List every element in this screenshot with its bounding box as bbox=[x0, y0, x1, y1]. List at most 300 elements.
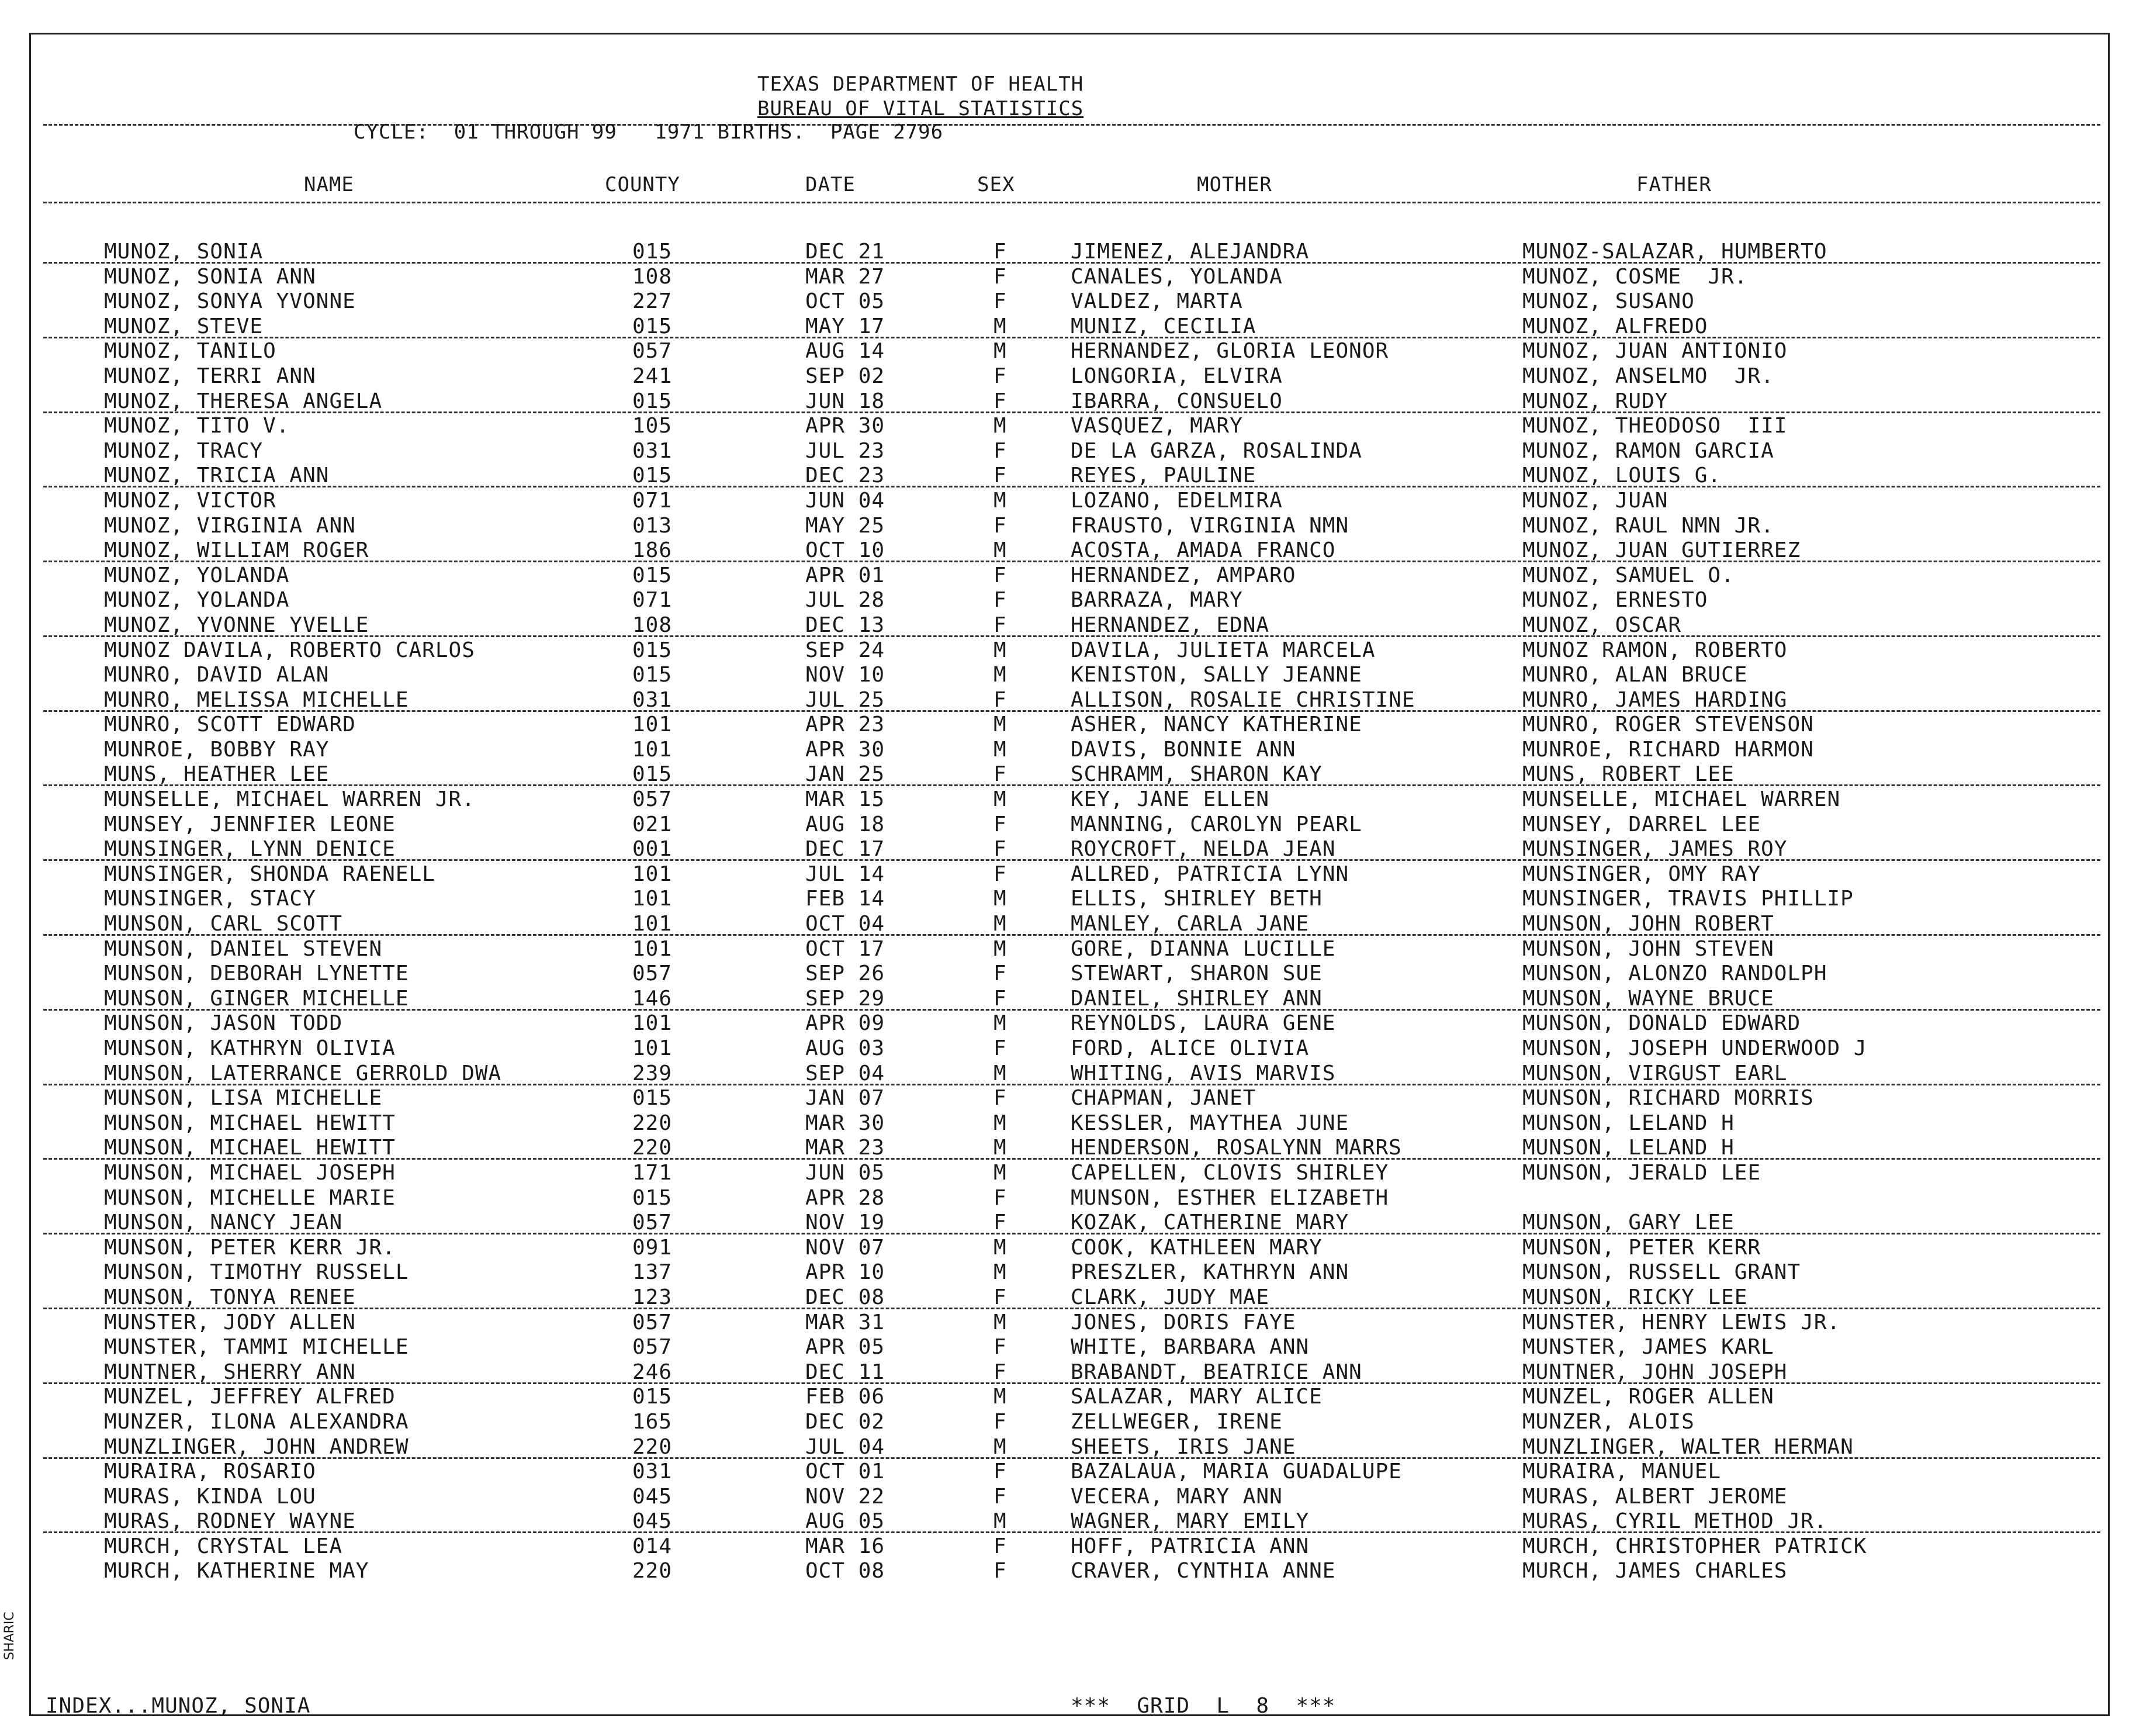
cell-name: MUNOZ, STEVE bbox=[104, 314, 264, 338]
cell-sex: F bbox=[993, 588, 1007, 613]
cell-sex: M bbox=[993, 638, 1007, 662]
cell-county: 220 bbox=[632, 1136, 673, 1160]
cell-father: MUNSINGER, OMY RAY bbox=[1522, 862, 1761, 886]
cell-sex: M bbox=[993, 737, 1007, 762]
cell-name: MUNOZ, TITO V. bbox=[104, 414, 290, 438]
cell-father: MURAS, CYRIL METHOD JR. bbox=[1522, 1509, 1827, 1534]
cell-mother: PRESZLER, KATHRYN ANN bbox=[1071, 1260, 1349, 1285]
cell-county: 137 bbox=[632, 1260, 673, 1285]
cell-father: MUNSON, JOHN ROBERT bbox=[1522, 912, 1774, 936]
cell-father: MUNZER, ALOIS bbox=[1522, 1409, 1695, 1434]
cell-date: DEC 13 bbox=[805, 613, 885, 637]
table-row bbox=[0, 1360, 2129, 1385]
cell-county: 013 bbox=[632, 513, 673, 538]
cell-date: OCT 04 bbox=[805, 912, 885, 936]
cell-date: APR 09 bbox=[805, 1011, 885, 1036]
table-row bbox=[0, 1410, 2129, 1435]
column-header-county: COUNTY bbox=[605, 173, 680, 196]
cell-mother: ALLRED, PATRICIA LYNN bbox=[1071, 862, 1349, 886]
cell-father: MUNOZ, ANSELMO JR. bbox=[1522, 364, 1774, 388]
cell-sex: M bbox=[993, 1111, 1007, 1135]
cell-date: AUG 14 bbox=[805, 339, 885, 364]
cell-county: 014 bbox=[632, 1534, 673, 1558]
cell-name: MUNRO, DAVID ALAN bbox=[104, 663, 330, 687]
cell-mother: KOZAK, CATHERINE MARY bbox=[1071, 1211, 1349, 1235]
cell-mother: HERNANDEZ, EDNA bbox=[1071, 613, 1270, 637]
cell-sex: M bbox=[993, 713, 1007, 737]
cell-mother: MANLEY, CARLA JANE bbox=[1071, 912, 1310, 936]
table-row bbox=[0, 1285, 2129, 1310]
cell-sex: M bbox=[993, 663, 1007, 687]
table-row bbox=[0, 1310, 2129, 1336]
table-row bbox=[0, 1260, 2129, 1285]
cell-sex: F bbox=[993, 1086, 1007, 1111]
cell-date: SEP 26 bbox=[805, 962, 885, 986]
table-row bbox=[0, 912, 2129, 937]
cell-date: MAR 16 bbox=[805, 1534, 885, 1558]
cell-father: MURCH, JAMES CHARLES bbox=[1522, 1559, 1788, 1583]
cell-county: 031 bbox=[632, 438, 673, 463]
cell-mother: VASQUEZ, MARY bbox=[1071, 414, 1243, 438]
cell-date: APR 01 bbox=[805, 563, 885, 587]
cell-date: MAR 23 bbox=[805, 1136, 885, 1160]
cell-sex: F bbox=[993, 438, 1007, 463]
cell-date: DEC 21 bbox=[805, 240, 885, 264]
cell-father: MUNSON, LELAND H bbox=[1522, 1111, 1735, 1135]
cell-county: 071 bbox=[632, 588, 673, 613]
cell-mother: MANNING, CAROLYN PEARL bbox=[1071, 812, 1362, 836]
cell-sex: M bbox=[993, 339, 1007, 364]
cell-father: MUNRO, JAMES HARDING bbox=[1522, 687, 1788, 712]
cell-sex: F bbox=[993, 1185, 1007, 1210]
cell-father: MUNOZ, JUAN bbox=[1522, 488, 1668, 513]
cell-date: DEC 02 bbox=[805, 1409, 885, 1434]
cell-date: DEC 23 bbox=[805, 464, 885, 488]
table-row bbox=[0, 738, 2129, 763]
table-row bbox=[0, 1011, 2129, 1036]
cell-mother: LONGORIA, ELVIRA bbox=[1071, 364, 1283, 388]
cell-county: 108 bbox=[632, 264, 673, 289]
cell-mother: JIMENEZ, ALEJANDRA bbox=[1071, 240, 1310, 264]
cell-mother: JONES, DORIS FAYE bbox=[1071, 1310, 1296, 1334]
cell-name: MUNSINGER, SHONDA RAENELL bbox=[104, 862, 435, 886]
cell-father: MUNSON, LELAND H bbox=[1522, 1136, 1735, 1160]
cell-name: MUNOZ, VIRGINIA ANN bbox=[104, 513, 356, 538]
cell-name: MUNSINGER, STACY bbox=[104, 887, 316, 911]
cell-county: 239 bbox=[632, 1061, 673, 1085]
cell-county: 171 bbox=[632, 1160, 673, 1185]
cell-mother: CAPELLEN, CLOVIS SHIRLEY bbox=[1071, 1160, 1389, 1185]
cell-county: 057 bbox=[632, 339, 673, 364]
cell-mother: ALLISON, ROSALIE CHRISTINE bbox=[1071, 687, 1415, 712]
cell-father: MURAS, ALBERT JEROME bbox=[1522, 1484, 1788, 1509]
column-header-mother: MOTHER bbox=[1197, 173, 1272, 196]
cell-sex: M bbox=[993, 314, 1007, 338]
cell-mother: SHEETS, IRIS JANE bbox=[1071, 1434, 1296, 1459]
cell-name: MUNSON, DEBORAH LYNETTE bbox=[104, 962, 409, 986]
cell-name: MUNSON, GINGER MICHELLE bbox=[104, 986, 409, 1011]
cell-mother: CLARK, JUDY MAE bbox=[1071, 1285, 1270, 1309]
cell-sex: F bbox=[993, 240, 1007, 264]
cell-father: MUNOZ RAMON, ROBERTO bbox=[1522, 638, 1788, 662]
cell-date: OCT 10 bbox=[805, 538, 885, 563]
cell-mother: WHITING, AVIS MARVIS bbox=[1071, 1061, 1336, 1085]
cell-sex: F bbox=[993, 862, 1007, 886]
cell-date: OCT 08 bbox=[805, 1559, 885, 1583]
cell-date: APR 23 bbox=[805, 713, 885, 737]
cell-county: 057 bbox=[632, 962, 673, 986]
cell-sex: M bbox=[993, 1160, 1007, 1185]
table-row bbox=[0, 439, 2129, 464]
cell-date: JUN 04 bbox=[805, 488, 885, 513]
column-header-name: NAME bbox=[304, 173, 354, 196]
table-row bbox=[0, 289, 2129, 314]
cell-date: AUG 03 bbox=[805, 1036, 885, 1060]
table-row bbox=[0, 688, 2129, 713]
table-row bbox=[0, 1086, 2129, 1111]
table-row bbox=[0, 314, 2129, 340]
cell-date: DEC 11 bbox=[805, 1360, 885, 1384]
cell-father: MUNSON, JOHN STEVEN bbox=[1522, 936, 1774, 961]
cell-sex: M bbox=[993, 1260, 1007, 1285]
cell-county: 123 bbox=[632, 1285, 673, 1309]
cell-name: MUNOZ, SONIA ANN bbox=[104, 264, 316, 289]
cell-date: MAR 30 bbox=[805, 1111, 885, 1135]
cell-name: MUNSON, DANIEL STEVEN bbox=[104, 936, 383, 961]
cell-name: MUNOZ, YOLANDA bbox=[104, 588, 290, 613]
cell-date: SEP 29 bbox=[805, 986, 885, 1011]
table-row bbox=[0, 364, 2129, 389]
table-row bbox=[0, 389, 2129, 414]
cell-county: 220 bbox=[632, 1434, 673, 1459]
cell-father: MUNSINGER, JAMES ROY bbox=[1522, 837, 1788, 862]
table-row bbox=[0, 762, 2129, 787]
cell-name: MUNSON, KATHRYN OLIVIA bbox=[104, 1036, 396, 1060]
cell-sex: F bbox=[993, 613, 1007, 637]
cell-date: JAN 25 bbox=[805, 762, 885, 787]
cell-sex: F bbox=[993, 389, 1007, 413]
cell-mother: DAVIS, BONNIE ANN bbox=[1071, 737, 1296, 762]
cell-father: MUNOZ, RAUL NMN JR. bbox=[1522, 513, 1774, 538]
cell-mother: FRAUSTO, VIRGINIA NMN bbox=[1071, 513, 1349, 538]
table-row bbox=[0, 613, 2129, 638]
table-row bbox=[0, 464, 2129, 489]
cell-sex: M bbox=[993, 787, 1007, 812]
cell-mother: SALAZAR, MARY ALICE bbox=[1071, 1385, 1323, 1409]
cell-father: MUNSINGER, TRAVIS PHILLIP bbox=[1522, 887, 1854, 911]
cell-sex: M bbox=[993, 887, 1007, 911]
cell-sex: M bbox=[993, 414, 1007, 438]
cell-county: 071 bbox=[632, 488, 673, 513]
cell-father: MUNZLINGER, WALTER HERMAN bbox=[1522, 1434, 1854, 1459]
table-row bbox=[0, 1335, 2129, 1360]
cell-date: AUG 18 bbox=[805, 812, 885, 836]
cell-name: MUNSON, JASON TODD bbox=[104, 1011, 343, 1036]
cell-county: 045 bbox=[632, 1509, 673, 1534]
cell-mother: BAZALAUA, MARIA GUADALUPE bbox=[1071, 1460, 1402, 1484]
cell-father: MUNOZ, COSME JR. bbox=[1522, 264, 1748, 289]
table-row bbox=[0, 1236, 2129, 1261]
cell-mother: SCHRAMM, SHARON KAY bbox=[1071, 762, 1323, 787]
cell-sex: F bbox=[993, 1335, 1007, 1360]
table-row bbox=[0, 1136, 2129, 1161]
cell-date: MAR 27 bbox=[805, 264, 885, 289]
cell-sex: M bbox=[993, 1061, 1007, 1085]
cell-mother: REYNOLDS, LAURA GENE bbox=[1071, 1011, 1336, 1036]
cell-sex: F bbox=[993, 1285, 1007, 1309]
cell-mother: KEY, JANE ELLEN bbox=[1071, 787, 1270, 812]
cell-name: MUNSON, MICHAEL HEWITT bbox=[104, 1111, 396, 1135]
cell-name: MUNSON, LISA MICHELLE bbox=[104, 1086, 383, 1111]
cell-father: MUNSON, RUSSELL GRANT bbox=[1522, 1260, 1801, 1285]
cell-name: MURCH, KATHERINE MAY bbox=[104, 1559, 369, 1583]
cell-county: 031 bbox=[632, 687, 673, 712]
cell-county: 146 bbox=[632, 986, 673, 1011]
cell-name: MUNSEY, JENNFIER LEONE bbox=[104, 812, 396, 836]
cell-sex: M bbox=[993, 1434, 1007, 1459]
table-row bbox=[0, 663, 2129, 688]
cell-father: MUNSON, GARY LEE bbox=[1522, 1211, 1735, 1235]
cell-sex: F bbox=[993, 1211, 1007, 1235]
cell-name: MUNOZ, SONYA YVONNE bbox=[104, 289, 356, 314]
cell-name: MUNZER, ILONA ALEXANDRA bbox=[104, 1409, 409, 1434]
cell-name: MUNSON, LATERRANCE GERROLD DWA bbox=[104, 1061, 502, 1085]
cell-county: 057 bbox=[632, 787, 673, 812]
cell-date: APR 10 bbox=[805, 1260, 885, 1285]
cell-date: SEP 02 bbox=[805, 364, 885, 388]
cell-date: SEP 24 bbox=[805, 638, 885, 662]
cell-sex: F bbox=[993, 1036, 1007, 1060]
side-label: SHARIC bbox=[2, 1611, 17, 1660]
cell-county: 015 bbox=[632, 464, 673, 488]
cell-father: MUNSON, RICKY LEE bbox=[1522, 1285, 1748, 1309]
cell-name: MUNOZ, TANILO bbox=[104, 339, 276, 364]
cell-father: MUNOZ, JUAN GUTIERREZ bbox=[1522, 538, 1801, 563]
table-row bbox=[0, 887, 2129, 912]
table-row bbox=[0, 240, 2129, 265]
cell-county: 108 bbox=[632, 613, 673, 637]
cell-name: MUNOZ, YVONNE YVELLE bbox=[104, 613, 369, 637]
cell-name: MUNOZ, THERESA ANGELA bbox=[104, 389, 383, 413]
cell-county: 186 bbox=[632, 538, 673, 563]
cell-county: 015 bbox=[632, 1086, 673, 1111]
cell-county: 015 bbox=[632, 314, 673, 338]
cell-name: MUNRO, SCOTT EDWARD bbox=[104, 713, 356, 737]
cell-sex: M bbox=[993, 1509, 1007, 1534]
cell-father: MUNOZ, RAMON GARCIA bbox=[1522, 438, 1774, 463]
table-row bbox=[0, 1485, 2129, 1510]
cell-name: MUNOZ, TRICIA ANN bbox=[104, 464, 330, 488]
table-row bbox=[0, 1509, 2129, 1534]
cell-mother: VECERA, MARY ANN bbox=[1071, 1484, 1283, 1509]
cell-date: JUN 05 bbox=[805, 1160, 885, 1185]
cell-name: MUNSON, MICHAEL HEWITT bbox=[104, 1136, 396, 1160]
cell-father: MUNSTER, HENRY LEWIS JR. bbox=[1522, 1310, 1841, 1334]
cell-mother: MUNIZ, CECILIA bbox=[1071, 314, 1256, 338]
cell-mother: ZELLWEGER, IRENE bbox=[1071, 1409, 1283, 1434]
cell-name: MUNSTER, JODY ALLEN bbox=[104, 1310, 356, 1334]
cell-sex: F bbox=[993, 1534, 1007, 1558]
cell-county: 057 bbox=[632, 1335, 673, 1360]
agency-title: TEXAS DEPARTMENT OF HEALTH bbox=[757, 72, 1084, 96]
cell-date: OCT 01 bbox=[805, 1460, 885, 1484]
table-row bbox=[0, 339, 2129, 364]
cell-mother: GORE, DIANNA LUCILLE bbox=[1071, 936, 1336, 961]
cell-mother: DANIEL, SHIRLEY ANN bbox=[1071, 986, 1323, 1011]
table-row bbox=[0, 588, 2129, 613]
cell-county: 015 bbox=[632, 563, 673, 587]
cell-sex: F bbox=[993, 687, 1007, 712]
cell-sex: F bbox=[993, 1460, 1007, 1484]
cell-name: MUNSTER, TAMMI MICHELLE bbox=[104, 1335, 409, 1360]
cell-name: MUNRO, MELISSA MICHELLE bbox=[104, 687, 409, 712]
cell-date: JUL 14 bbox=[805, 862, 885, 886]
cell-father: MUNSON, RICHARD MORRIS bbox=[1522, 1086, 1814, 1111]
cell-county: 057 bbox=[632, 1211, 673, 1235]
cell-sex: F bbox=[993, 1409, 1007, 1434]
cell-sex: F bbox=[993, 837, 1007, 862]
cell-father: MUNTNER, JOHN JOSEPH bbox=[1522, 1360, 1788, 1384]
cell-date: APR 05 bbox=[805, 1335, 885, 1360]
cell-name: MURCH, CRYSTAL LEA bbox=[104, 1534, 343, 1558]
cell-date: JUL 23 bbox=[805, 438, 885, 463]
cell-county: 001 bbox=[632, 837, 673, 862]
cell-father: MUNS, ROBERT LEE bbox=[1522, 762, 1735, 787]
cell-name: MUNOZ, VICTOR bbox=[104, 488, 276, 513]
cell-county: 101 bbox=[632, 912, 673, 936]
cell-mother: WAGNER, MARY EMILY bbox=[1071, 1509, 1310, 1534]
table-row bbox=[0, 1534, 2129, 1559]
column-header-date: DATE bbox=[805, 173, 856, 196]
cell-mother: VALDEZ, MARTA bbox=[1071, 289, 1243, 314]
cell-date: DEC 17 bbox=[805, 837, 885, 862]
cell-date: FEB 14 bbox=[805, 887, 885, 911]
cell-date: MAR 31 bbox=[805, 1310, 885, 1334]
cell-name: MUNSON, MICHELLE MARIE bbox=[104, 1185, 396, 1210]
cell-date: SEP 04 bbox=[805, 1061, 885, 1085]
cell-county: 021 bbox=[632, 812, 673, 836]
grid-label: *** GRID L 8 *** bbox=[1071, 1694, 1336, 1718]
table-row bbox=[0, 1161, 2129, 1186]
cell-sex: F bbox=[993, 464, 1007, 488]
table-row bbox=[0, 489, 2129, 514]
cell-father: MUNOZ, SAMUEL O. bbox=[1522, 563, 1735, 587]
cell-mother: COOK, KATHLEEN MARY bbox=[1071, 1235, 1323, 1260]
cell-name: MUNTNER, SHERRY ANN bbox=[104, 1360, 356, 1384]
cycle-line: CYCLE: 01 THROUGH 99 1971 BIRTHS. PAGE 2796 bbox=[354, 120, 944, 144]
cell-date: NOV 19 bbox=[805, 1211, 885, 1235]
cell-sex: F bbox=[993, 563, 1007, 587]
cell-county: 091 bbox=[632, 1235, 673, 1260]
cell-county: 015 bbox=[632, 638, 673, 662]
cell-date: JAN 07 bbox=[805, 1086, 885, 1111]
table-row bbox=[0, 862, 2129, 887]
cell-father: MUNSON, JERALD LEE bbox=[1522, 1160, 1761, 1185]
cell-father: MURCH, CHRISTOPHER PATRICK bbox=[1522, 1534, 1867, 1558]
cell-name: MUNOZ, SONIA bbox=[104, 240, 264, 264]
cell-father: MUNSON, VIRGUST EARL bbox=[1522, 1061, 1788, 1085]
cell-county: 101 bbox=[632, 936, 673, 961]
cell-sex: M bbox=[993, 1385, 1007, 1409]
cell-mother: HERNANDEZ, GLORIA LEONOR bbox=[1071, 339, 1389, 364]
cell-mother: DE LA GARZA, ROSALINDA bbox=[1071, 438, 1362, 463]
cell-sex: M bbox=[993, 538, 1007, 563]
table-row bbox=[0, 787, 2129, 812]
cell-mother: CANALES, YOLANDA bbox=[1071, 264, 1283, 289]
cell-county: 101 bbox=[632, 1036, 673, 1060]
cell-name: MUNOZ DAVILA, ROBERTO CARLOS bbox=[104, 638, 475, 662]
cell-county: 015 bbox=[632, 663, 673, 687]
cell-county: 241 bbox=[632, 364, 673, 388]
table-row bbox=[0, 514, 2129, 539]
cell-sex: M bbox=[993, 1235, 1007, 1260]
cell-sex: F bbox=[993, 1484, 1007, 1509]
records-table bbox=[0, 240, 2129, 1584]
cell-mother: DAVILA, JULIETA MARCELA bbox=[1071, 638, 1376, 662]
cell-father: MUNOZ, SUSANO bbox=[1522, 289, 1695, 314]
cell-father: MUNOZ, RUDY bbox=[1522, 389, 1668, 413]
cell-father: MUNZEL, ROGER ALLEN bbox=[1522, 1385, 1774, 1409]
cell-name: MURAIRA, ROSARIO bbox=[104, 1460, 316, 1484]
cell-name: MUNOZ, TRACY bbox=[104, 438, 264, 463]
cell-date: OCT 17 bbox=[805, 936, 885, 961]
cell-father: MUNSEY, DARREL LEE bbox=[1522, 812, 1761, 836]
table-row bbox=[0, 987, 2129, 1012]
cell-date: FEB 06 bbox=[805, 1385, 885, 1409]
cell-county: 045 bbox=[632, 1484, 673, 1509]
cell-sex: F bbox=[993, 264, 1007, 289]
cell-mother: ACOSTA, AMADA FRANCO bbox=[1071, 538, 1336, 563]
cell-date: JUL 28 bbox=[805, 588, 885, 613]
column-header-sex: SEX bbox=[977, 173, 1015, 196]
cell-county: 031 bbox=[632, 1460, 673, 1484]
cell-sex: M bbox=[993, 1136, 1007, 1160]
cell-date: AUG 05 bbox=[805, 1509, 885, 1534]
cell-mother: REYES, PAULINE bbox=[1071, 464, 1256, 488]
table-row bbox=[0, 937, 2129, 962]
cell-name: MUNOZ, TERRI ANN bbox=[104, 364, 316, 388]
cell-name: MUNOZ, WILLIAM ROGER bbox=[104, 538, 369, 563]
cell-date: APR 30 bbox=[805, 737, 885, 762]
cell-name: MUNOZ, YOLANDA bbox=[104, 563, 290, 587]
cell-mother: BRABANDT, BEATRICE ANN bbox=[1071, 1360, 1362, 1384]
bureau-title: BUREAU OF VITAL STATISTICS bbox=[757, 97, 1084, 120]
cell-mother: STEWART, SHARON SUE bbox=[1071, 962, 1323, 986]
cell-county: 246 bbox=[632, 1360, 673, 1384]
cell-date: MAY 17 bbox=[805, 314, 885, 338]
header-divider-top bbox=[43, 124, 2100, 126]
cell-date: APR 30 bbox=[805, 414, 885, 438]
table-row bbox=[0, 538, 2129, 563]
table-row bbox=[0, 837, 2129, 862]
cell-date: APR 28 bbox=[805, 1185, 885, 1210]
cell-name: MUNSON, MICHAEL JOSEPH bbox=[104, 1160, 396, 1185]
cell-county: 227 bbox=[632, 289, 673, 314]
cell-county: 220 bbox=[632, 1111, 673, 1135]
cell-name: MUNZLINGER, JOHN ANDREW bbox=[104, 1434, 409, 1459]
cell-name: MURAS, KINDA LOU bbox=[104, 1484, 316, 1509]
cell-sex: F bbox=[993, 1360, 1007, 1384]
cell-date: JUL 04 bbox=[805, 1434, 885, 1459]
cell-mother: BARRAZA, MARY bbox=[1071, 588, 1243, 613]
cell-father: MUNSON, WAYNE BRUCE bbox=[1522, 986, 1774, 1011]
cell-mother: CRAVER, CYNTHIA ANNE bbox=[1071, 1559, 1336, 1583]
table-row bbox=[0, 414, 2129, 439]
table-row bbox=[0, 1186, 2129, 1211]
cell-father: MUNRO, ALAN BRUCE bbox=[1522, 663, 1748, 687]
column-header-father: FATHER bbox=[1636, 173, 1712, 196]
cell-sex: F bbox=[993, 762, 1007, 787]
